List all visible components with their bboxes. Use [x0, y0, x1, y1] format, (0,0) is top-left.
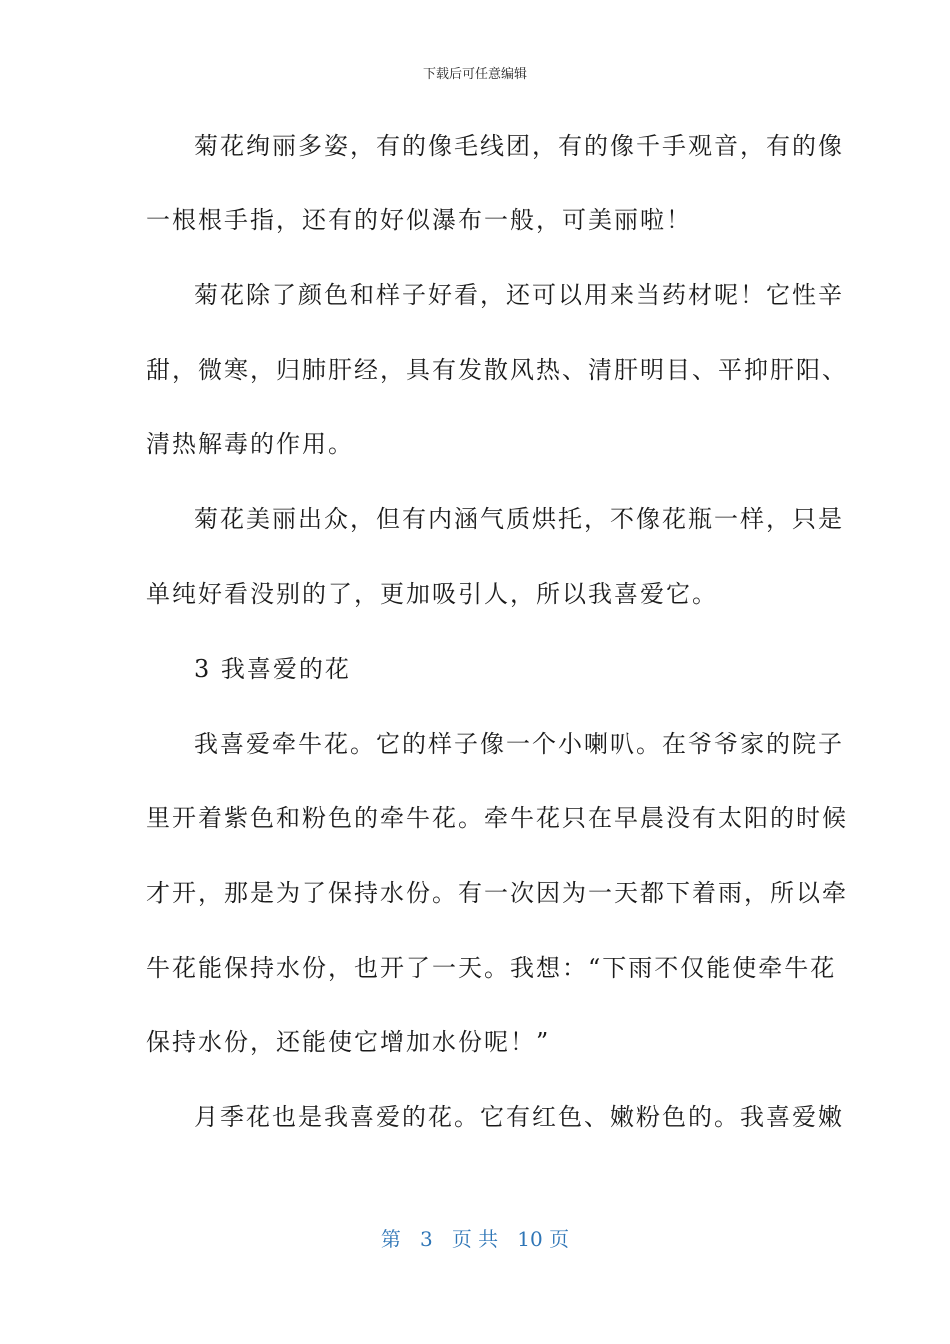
paragraph-line: 菊花美丽出众，但有内涵气质烘托，不像花瓶一样，只是 — [194, 505, 844, 533]
paragraph-line: 菊花除了颜色和样子好看，还可以用来当药材呢！它性辛 — [194, 281, 844, 309]
paragraph-line: 保持水份，还能使它增加水份呢！” — [146, 1028, 551, 1056]
footer-suffix: 页 — [549, 1227, 570, 1251]
paragraph-line: 单纯好看没别的了，更加吸引人，所以我喜爱它。 — [146, 580, 718, 608]
paragraph-line: 牛花能保持水份，也开了一天。我想：“下雨不仅能使牵牛花 — [146, 954, 837, 982]
footer-prefix: 第 — [380, 1227, 401, 1251]
paragraph-line: 清热解毒的作用。 — [146, 430, 354, 458]
page-footer — [0, 1226, 950, 1252]
footer-middle: 页 共 — [451, 1227, 499, 1251]
current-page-number: 3 — [420, 1227, 433, 1251]
page-header: 下载后可任意编辑 — [422, 67, 527, 82]
paragraph-line: 菊花绚丽多姿，有的像毛线团，有的像千手观音，有的像 — [194, 132, 844, 160]
paragraph-line: 甜，微寒，归肺肝经，具有发散风热、清肝明目、平抑肝阳、 — [146, 356, 848, 384]
paragraph-line: 一根根手指，还有的好似瀑布一般，可美丽啦！ — [146, 206, 692, 234]
paragraph-line: 我喜爱牵牛花。它的样子像一个小喇叭。在爷爷家的院子 — [194, 730, 844, 758]
paragraph-line: 里开着紫色和粉色的牵牛花。牵牛花只在早晨没有太阳的时候 — [146, 804, 848, 832]
section-heading: 3 我喜爱的花 — [194, 655, 351, 683]
paragraph-line: 才开，那是为了保持水份。有一次因为一天都下着雨，所以牵 — [146, 879, 848, 907]
total-page-count: 10 — [517, 1227, 543, 1251]
paragraph-line: 月季花也是我喜爱的花。它有红色、嫩粉色的。我喜爱嫩 — [194, 1103, 844, 1131]
